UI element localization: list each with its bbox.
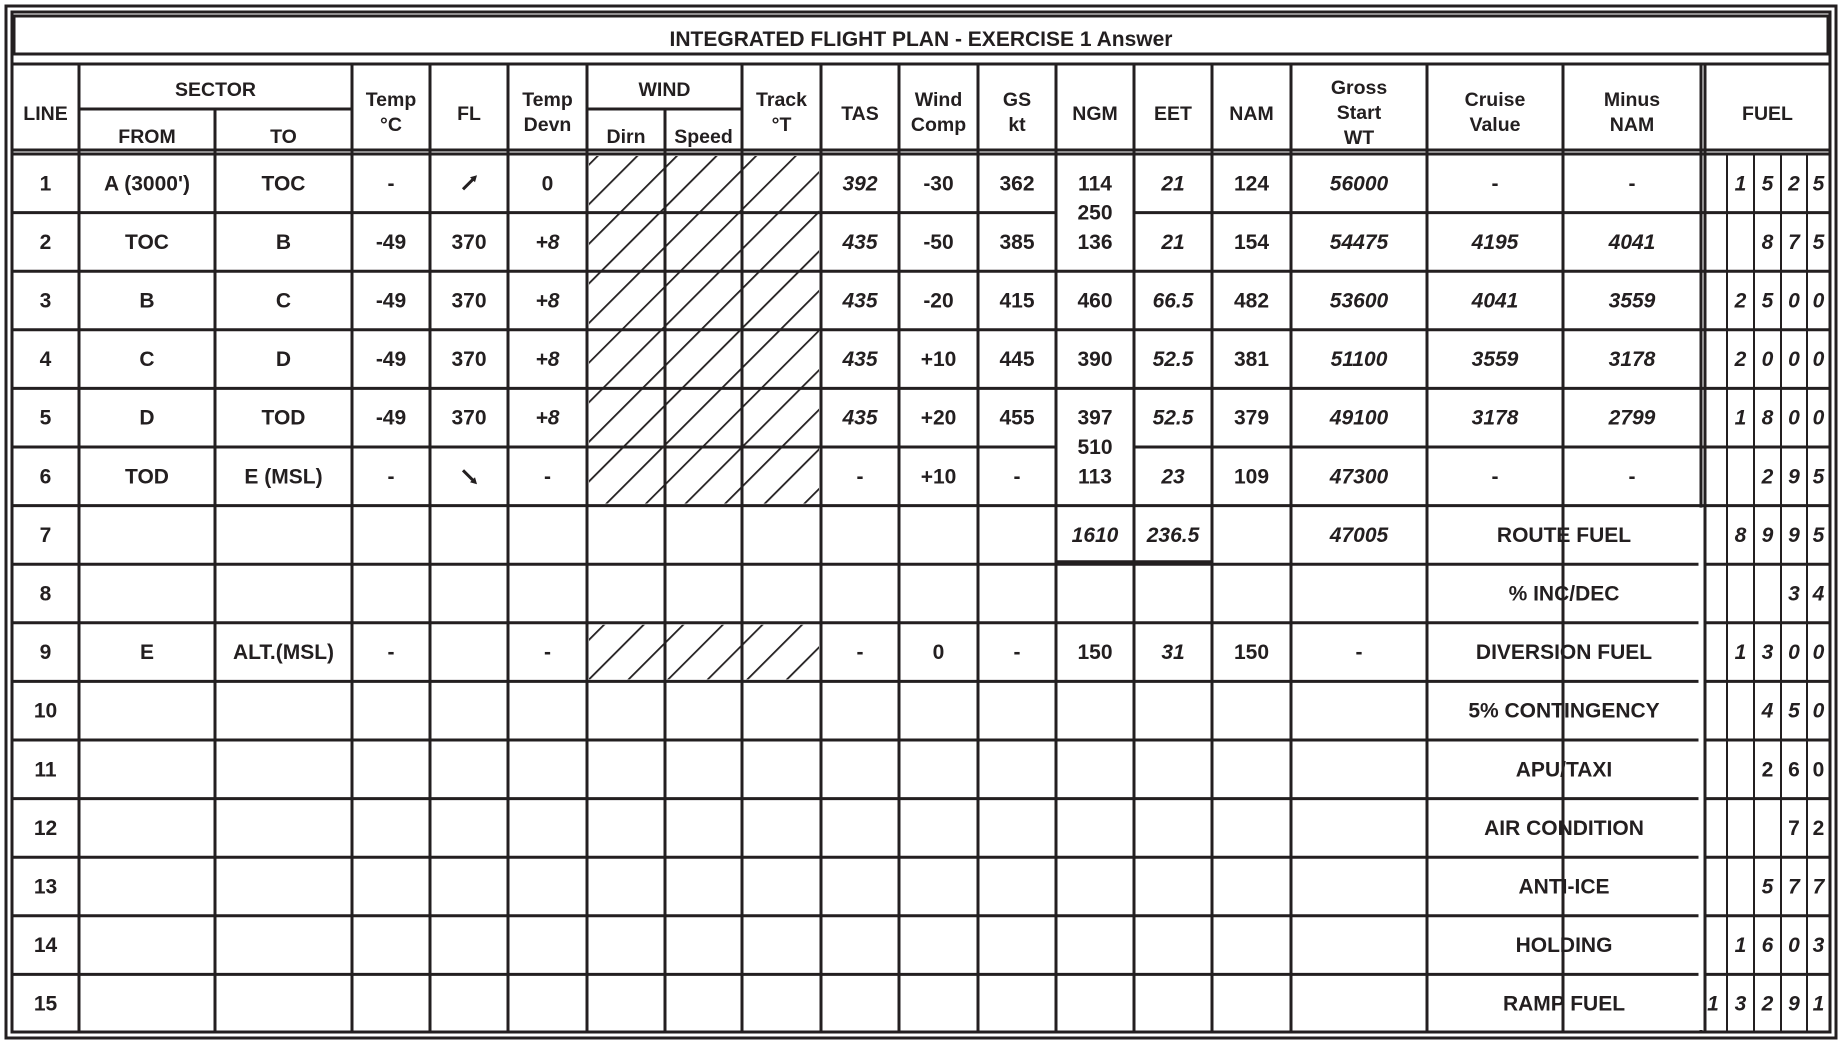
cell-temp: -49 (375, 348, 407, 372)
cell-temp: - (387, 172, 395, 196)
fuel-digit: 2 (1761, 465, 1774, 489)
cell-ngm: 390 (1077, 348, 1113, 372)
cell-minus: 4041 (1608, 230, 1656, 254)
cell-wc: 0 (932, 641, 945, 665)
label-span-mask (1699, 508, 1704, 1030)
header-fuel: FUEL (1742, 103, 1793, 125)
cell-from: D (139, 406, 155, 430)
cell-nam: 379 (1233, 406, 1270, 430)
cell-ngm: 397 (1077, 406, 1113, 430)
cell-line: 6 (39, 465, 52, 489)
fuel-digit: 0 (1812, 641, 1825, 665)
cell-line: 7 (39, 523, 52, 547)
cell-eet: 23 (1161, 465, 1185, 489)
cell-temp: -49 (375, 289, 407, 313)
cell-wc: -30 (923, 172, 954, 196)
fuel-digit: 2 (1734, 348, 1747, 372)
wind-hatch-alt (589, 625, 819, 680)
fuel-digit: 8 (1761, 406, 1774, 430)
cell-to: TOC (261, 172, 306, 196)
cell-line: 3 (39, 289, 52, 313)
ngm-climb-total: 250 (1077, 201, 1113, 225)
header-ngm: NGM (1072, 103, 1118, 125)
cell-nam: 482 (1233, 289, 1270, 313)
fuel-digit: 5 (1761, 875, 1774, 899)
cell-eet: 52.5 (1152, 406, 1194, 430)
fuel-label: 5% CONTINGENCY (1468, 699, 1660, 723)
cell-ngm: 113 (1078, 465, 1112, 489)
header-cruise: Cruise (1464, 89, 1526, 111)
cell-line: 11 (34, 758, 57, 782)
cell-temp: - (387, 465, 395, 489)
fuel-label: APU/TAXI (1515, 758, 1613, 782)
fuel-digit: 5 (1812, 172, 1825, 196)
cell-nam: 154 (1233, 230, 1270, 254)
cell-to: B (275, 230, 292, 254)
cell-minus: 3178 (1608, 348, 1656, 372)
fuel-digit: 0 (1788, 406, 1800, 430)
fuel-digit: 0 (1812, 758, 1825, 782)
cell-ngm: 150 (1077, 641, 1113, 665)
cell-devn: +8 (535, 406, 560, 430)
cell-gs: 445 (999, 348, 1035, 372)
header-gross-2: Start (1336, 102, 1382, 124)
cell-cruise: - (1491, 172, 1499, 196)
fuel-digit: 0 (1761, 348, 1774, 372)
fuel-digit: 1 (1707, 992, 1719, 1016)
fuel-label: % INC/DEC (1508, 582, 1620, 606)
header-temp-unit: °C (380, 114, 402, 136)
cell-ngm: 114 (1078, 172, 1112, 196)
cell-minus: 2799 (1608, 406, 1656, 430)
fuel-digit: 4 (1761, 699, 1774, 723)
fuel-digit: 5 (1812, 465, 1825, 489)
cell-ngm: 136 (1077, 230, 1113, 254)
cell-from: C (139, 348, 155, 372)
header-temp: Temp (365, 89, 417, 111)
cell-devn: - (544, 465, 551, 489)
cell-cruise: 4195 (1471, 230, 1519, 254)
fuel-digit: 7 (1788, 230, 1800, 254)
fuel-label: HOLDING (1515, 934, 1613, 958)
fuel-digit: 0 (1812, 348, 1825, 372)
cell-eet: 236.5 (1146, 523, 1200, 547)
cell-minus: 3559 (1608, 289, 1656, 313)
fuel-digit: 3 (1788, 582, 1800, 606)
cell-from: TOC (125, 230, 169, 254)
cell-fl: 370 (451, 406, 487, 430)
header-sector: SECTOR (175, 79, 256, 101)
fuel-digit: 1 (1812, 992, 1825, 1016)
header-fl: FL (457, 103, 481, 125)
descent-arrow-icon (463, 470, 477, 484)
fuel-digit: 0 (1812, 406, 1825, 430)
fuel-digit: 2 (1734, 289, 1747, 313)
cell-tas: 392 (842, 172, 878, 196)
cell-gross: 47005 (1329, 523, 1389, 547)
cell-eet: 21 (1161, 230, 1185, 254)
fuel-digit: 4 (1812, 582, 1825, 606)
header-track-unit: °T (771, 114, 792, 136)
cell-nam: 109 (1233, 465, 1270, 489)
cell-wc: +20 (920, 406, 957, 430)
fuel-digit: 0 (1788, 289, 1800, 313)
fuel-digit: 7 (1812, 875, 1825, 899)
header-wind: WIND (638, 79, 691, 101)
cell-gs: 455 (999, 406, 1035, 430)
cell-nam: 381 (1233, 348, 1270, 372)
header-gross: Gross (1330, 77, 1388, 99)
cell-gross: 51100 (1330, 348, 1388, 372)
fuel-digit: 0 (1788, 348, 1800, 372)
header-minus: Minus (1603, 89, 1661, 111)
cell-devn: 0 (541, 172, 554, 196)
header-wind-dirn: Dirn (606, 126, 646, 148)
cell-to: C (275, 289, 292, 313)
header-wind-comp: Wind (914, 89, 963, 111)
fuel-digit: 1 (1734, 641, 1747, 665)
cell-gs: 415 (999, 289, 1035, 313)
climb-arrow-icon (463, 175, 477, 189)
cell-from: A (3000') (104, 172, 190, 196)
fuel-digit: 1 (1734, 934, 1747, 958)
cell-fl: 370 (451, 230, 487, 254)
cell-temp: -49 (375, 406, 407, 430)
cell-line: 5 (39, 406, 52, 430)
header-from: FROM (118, 126, 176, 148)
cell-line: 12 (33, 816, 58, 840)
cell-line: 14 (33, 934, 58, 958)
cell-gross: 56000 (1329, 172, 1389, 196)
cell-fl: 370 (451, 289, 487, 313)
cell-to: TOD (261, 406, 306, 430)
page-title: INTEGRATED FLIGHT PLAN - EXERCISE 1 Answer (669, 28, 1173, 51)
header-temp-devn: Temp (522, 89, 573, 111)
header-line: LINE (23, 103, 68, 125)
ngm-descent-total: 510 (1077, 436, 1113, 459)
cell-cruise: 4041 (1471, 289, 1519, 313)
cell-line: 15 (33, 992, 58, 1016)
header-gross-3: WT (1343, 127, 1375, 149)
cell-wc: -50 (923, 230, 954, 254)
cell-gross: 49100 (1329, 406, 1389, 430)
header-eet: EET (1154, 103, 1192, 125)
header-to: TO (270, 126, 297, 148)
fuel-label: RAMP FUEL (1502, 992, 1626, 1016)
cell-line: 13 (33, 875, 58, 899)
fuel-digit: 2 (1788, 172, 1800, 196)
fuel-digit: 5 (1812, 230, 1825, 254)
cell-cruise: - (1491, 465, 1499, 489)
cell-line: 9 (39, 641, 52, 665)
cell-gross: 54475 (1329, 230, 1389, 254)
fuel-digit: 5 (1761, 289, 1774, 313)
cell-ngm: 460 (1077, 289, 1113, 313)
cell-ngm: 1610 (1071, 523, 1119, 547)
cell-gross: 47300 (1329, 465, 1389, 489)
header-temp-devn-2: Devn (523, 114, 572, 136)
header-track: Track (756, 89, 807, 111)
fuel-digit: 8 (1761, 230, 1774, 254)
cell-line: 8 (39, 582, 52, 606)
cell-from: E (139, 641, 155, 665)
cell-gs: - (1013, 465, 1021, 489)
fuel-digit: 5 (1761, 172, 1774, 196)
cell-devn: +8 (535, 348, 560, 372)
cell-gross: - (1355, 641, 1363, 665)
fuel-digit: 5 (1788, 699, 1800, 723)
cell-wc: -20 (923, 289, 954, 313)
header-tas: TAS (841, 103, 879, 125)
fuel-digit: 2 (1761, 992, 1774, 1016)
fuel-digit: 9 (1761, 523, 1774, 547)
cell-line: 1 (39, 172, 52, 196)
cell-wc: +10 (920, 348, 957, 372)
fuel-digit: 3 (1734, 992, 1747, 1016)
cell-temp: - (387, 641, 395, 665)
header-nam: NAM (1229, 103, 1274, 125)
fuel-digit: 2 (1761, 758, 1774, 782)
fuel-digit: 5 (1812, 523, 1825, 547)
fuel-digit: 9 (1788, 465, 1800, 489)
cell-nam: 124 (1233, 172, 1270, 196)
fuel-digit: 9 (1788, 523, 1800, 547)
fuel-digit: 6 (1761, 934, 1774, 958)
cell-line: 2 (39, 230, 52, 254)
cell-minus: - (1628, 465, 1636, 489)
cell-eet: 66.5 (1152, 289, 1194, 313)
fuel-digit: 8 (1734, 523, 1747, 547)
cell-fl: 370 (451, 348, 487, 372)
cell-to: D (275, 348, 292, 372)
fuel-digit: 1 (1734, 406, 1747, 430)
cell-cruise: 3559 (1471, 348, 1519, 372)
fuel-digit: 0 (1788, 641, 1800, 665)
fuel-digit: 2 (1812, 816, 1825, 840)
fuel-digit: 3 (1761, 641, 1774, 665)
cell-tas: 435 (842, 289, 878, 313)
cell-wc: +10 (920, 465, 957, 489)
fuel-digit: 7 (1788, 875, 1800, 899)
header-wind-comp-2: Comp (910, 114, 967, 136)
cell-minus: - (1628, 172, 1636, 196)
fuel-digit: 7 (1788, 816, 1800, 840)
cell-line: 10 (33, 699, 58, 723)
cell-temp: -49 (375, 230, 407, 254)
fuel-label: ANTI-ICE (1518, 875, 1610, 899)
cell-eet: 31 (1161, 641, 1185, 665)
fuel-digit: 1 (1734, 172, 1747, 196)
cell-tas: - (856, 465, 864, 489)
header-cruise-2: Value (1469, 114, 1521, 136)
header-gs-unit: kt (1008, 114, 1026, 136)
cell-gross: 53600 (1329, 289, 1389, 313)
header-wind-speed: Speed (674, 126, 733, 148)
cell-tas: 435 (842, 406, 878, 430)
cell-eet: 52.5 (1152, 348, 1194, 372)
cell-line: 4 (39, 348, 52, 372)
cell-gs: 385 (999, 230, 1035, 254)
cell-from: B (139, 289, 155, 313)
fuel-label: AIR CONDITION (1484, 816, 1644, 840)
cell-to: ALT.(MSL) (232, 641, 335, 665)
cell-devn: +8 (535, 289, 560, 313)
cell-gs: - (1013, 641, 1021, 665)
cell-devn: - (544, 641, 551, 665)
cell-tas: 435 (842, 230, 878, 254)
cell-devn: +8 (535, 230, 560, 254)
fuel-digit: 6 (1788, 758, 1800, 782)
fuel-label: DIVERSION FUEL (1475, 641, 1653, 665)
fuel-digit: 0 (1812, 289, 1825, 313)
fuel-digit: 0 (1812, 699, 1825, 723)
header-minus-2: NAM (1609, 114, 1655, 136)
cell-to: E (MSL) (244, 465, 323, 489)
fuel-digit: 3 (1812, 934, 1825, 958)
cell-eet: 21 (1161, 172, 1185, 196)
fuel-digit: 0 (1788, 934, 1800, 958)
fuel-digit: 9 (1788, 992, 1800, 1016)
cell-tas: - (856, 641, 864, 665)
cell-nam: 150 (1233, 641, 1270, 665)
fuel-label: ROUTE FUEL (1496, 523, 1632, 547)
cell-gs: 362 (999, 172, 1035, 196)
cell-from: TOD (125, 465, 169, 489)
cell-tas: 435 (842, 348, 878, 372)
cell-cruise: 3178 (1471, 406, 1519, 430)
header-gs: GS (1002, 89, 1032, 111)
